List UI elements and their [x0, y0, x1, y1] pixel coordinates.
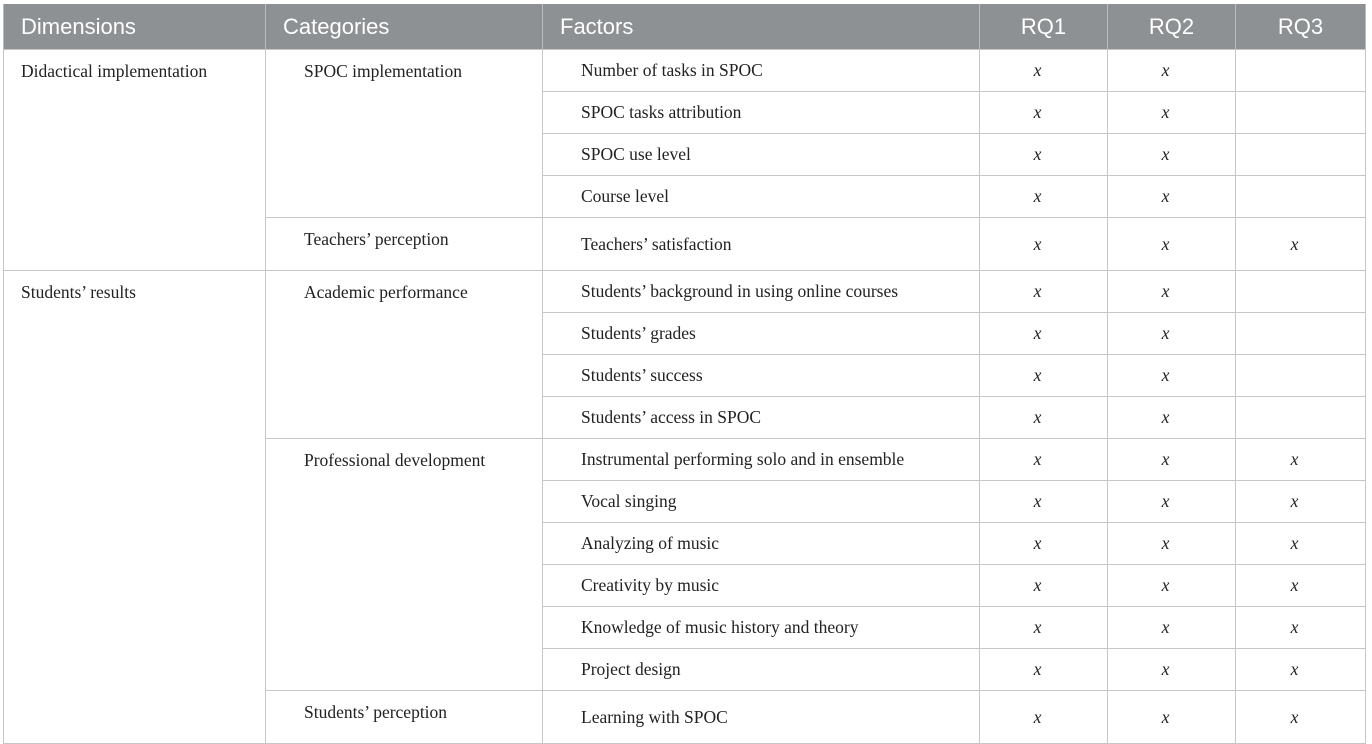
- factor-cell: Instrumental performing solo and in ensemble: [543, 439, 980, 481]
- factor-cell: Knowledge of music history and theory: [543, 607, 980, 649]
- rq1-mark-cell: x: [980, 92, 1108, 134]
- rq3-mark-cell: x: [1236, 481, 1366, 523]
- category-cell: Academic performance: [266, 271, 543, 439]
- rq2-mark-cell: x: [1108, 649, 1236, 691]
- category-cell: Professional development: [266, 439, 543, 691]
- rq3-mark-cell: [1236, 313, 1366, 355]
- factor-cell: Vocal singing: [543, 481, 980, 523]
- rq3-mark-cell: [1236, 134, 1366, 176]
- rq1-mark-cell: x: [980, 218, 1108, 271]
- rq1-mark-cell: x: [980, 50, 1108, 92]
- factor-cell: Creativity by music: [543, 565, 980, 607]
- rq1-mark-cell: x: [980, 313, 1108, 355]
- rq2-mark-cell: x: [1108, 523, 1236, 565]
- factors-table: [3, 4, 1366, 744]
- table-row: [4, 50, 1366, 92]
- rq1-mark-cell: x: [980, 397, 1108, 439]
- rq1-mark-cell: x: [980, 565, 1108, 607]
- rq1-mark-cell: x: [980, 649, 1108, 691]
- factor-cell: Course level: [543, 176, 980, 218]
- rq3-mark-cell: x: [1236, 691, 1366, 744]
- dimension-cell: Students’ results: [4, 271, 266, 744]
- factor-cell: Students’ grades: [543, 313, 980, 355]
- rq3-mark-cell: [1236, 355, 1366, 397]
- factor-cell: Analyzing of music: [543, 523, 980, 565]
- rq3-mark-cell: x: [1236, 439, 1366, 481]
- rq3-mark-cell: x: [1236, 607, 1366, 649]
- rq2-mark-cell: x: [1108, 397, 1236, 439]
- header-rq3: RQ3: [1236, 4, 1366, 50]
- header-categories: Categories: [266, 4, 543, 50]
- rq3-mark-cell: [1236, 397, 1366, 439]
- header-rq1: RQ1: [980, 4, 1108, 50]
- rq1-mark-cell: x: [980, 271, 1108, 313]
- category-cell: Teachers’ perception: [266, 218, 543, 271]
- rq3-mark-cell: x: [1236, 649, 1366, 691]
- factor-cell: Students’ access in SPOC: [543, 397, 980, 439]
- rq2-mark-cell: x: [1108, 691, 1236, 744]
- rq2-mark-cell: x: [1108, 134, 1236, 176]
- rq2-mark-cell: x: [1108, 218, 1236, 271]
- rq1-mark-cell: x: [980, 607, 1108, 649]
- rq3-mark-cell: x: [1236, 218, 1366, 271]
- factor-cell: SPOC use level: [543, 134, 980, 176]
- rq2-mark-cell: x: [1108, 50, 1236, 92]
- factor-cell: Learning with SPOC: [543, 691, 980, 744]
- rq3-mark-cell: [1236, 92, 1366, 134]
- rq1-mark-cell: x: [980, 355, 1108, 397]
- header-factors: Factors: [543, 4, 980, 50]
- factor-cell: SPOC tasks attribution: [543, 92, 980, 134]
- rq1-mark-cell: x: [980, 481, 1108, 523]
- rq2-mark-cell: x: [1108, 481, 1236, 523]
- header-row: [4, 4, 1366, 50]
- rq1-mark-cell: x: [980, 134, 1108, 176]
- factor-cell: Teachers’ satisfaction: [543, 218, 980, 271]
- rq2-mark-cell: x: [1108, 313, 1236, 355]
- table-body: [4, 50, 1366, 744]
- rq3-mark-cell: [1236, 271, 1366, 313]
- rq2-mark-cell: x: [1108, 607, 1236, 649]
- rq2-mark-cell: x: [1108, 92, 1236, 134]
- category-cell: Students’ perception: [266, 691, 543, 744]
- rq2-mark-cell: x: [1108, 271, 1236, 313]
- rq2-mark-cell: x: [1108, 565, 1236, 607]
- rq1-mark-cell: x: [980, 176, 1108, 218]
- header-rq2: RQ2: [1108, 4, 1236, 50]
- rq2-mark-cell: x: [1108, 355, 1236, 397]
- factor-cell: Students’ success: [543, 355, 980, 397]
- category-cell: SPOC implementation: [266, 50, 543, 218]
- rq3-mark-cell: [1236, 50, 1366, 92]
- factor-cell: Students’ background in using online courses: [543, 271, 980, 313]
- table-row: [4, 271, 1366, 313]
- rq1-mark-cell: x: [980, 691, 1108, 744]
- rq3-mark-cell: x: [1236, 565, 1366, 607]
- header-dimensions: Dimensions: [4, 4, 266, 50]
- rq3-mark-cell: x: [1236, 523, 1366, 565]
- dimension-cell: Didactical implementation: [4, 50, 266, 271]
- rq2-mark-cell: x: [1108, 176, 1236, 218]
- factor-cell: Number of tasks in SPOC: [543, 50, 980, 92]
- factor-cell: Project design: [543, 649, 980, 691]
- rq3-mark-cell: [1236, 176, 1366, 218]
- rq1-mark-cell: x: [980, 523, 1108, 565]
- rq1-mark-cell: x: [980, 439, 1108, 481]
- rq2-mark-cell: x: [1108, 439, 1236, 481]
